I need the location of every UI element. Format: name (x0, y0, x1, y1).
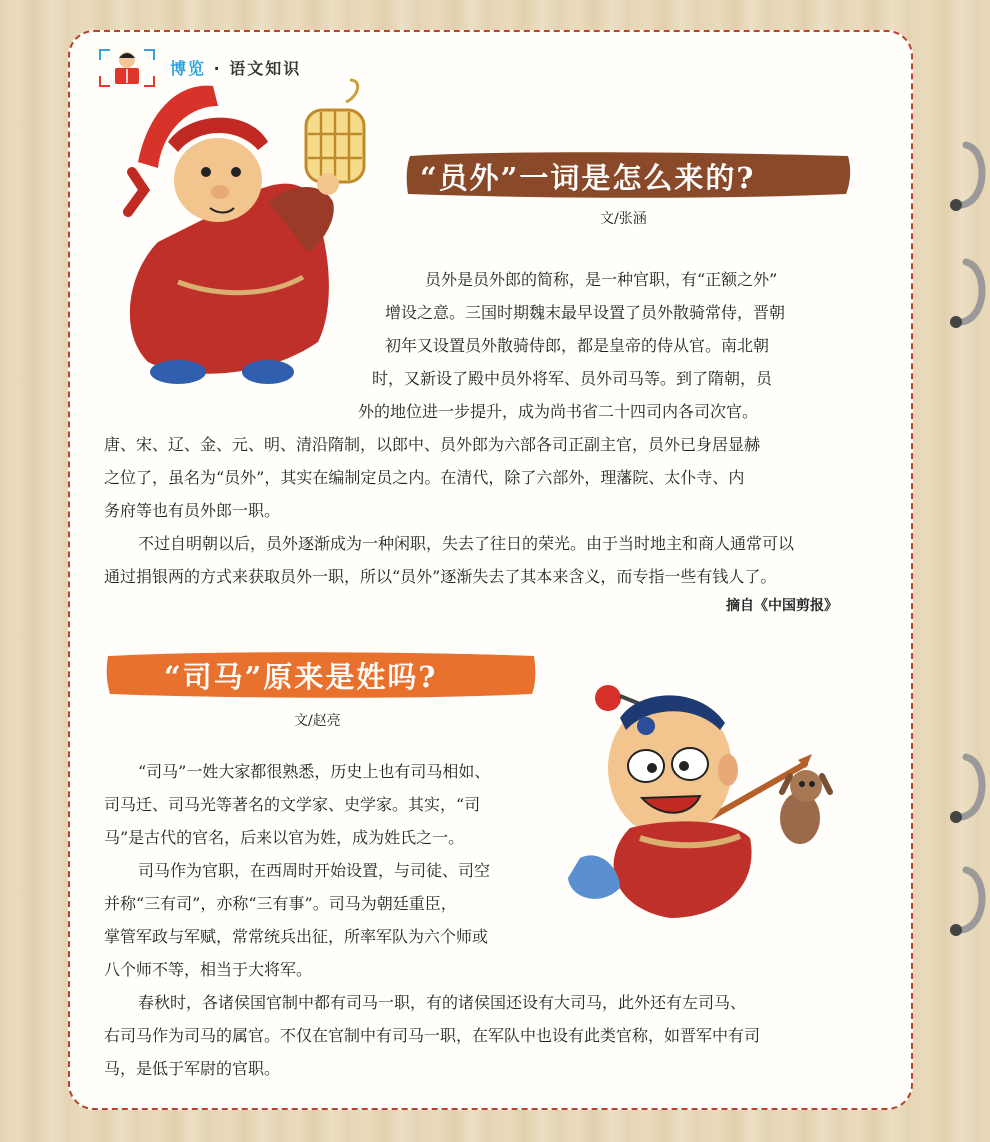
article2-byline: 文/赵亮 (294, 713, 341, 729)
article2-line: 掌管军政与军赋，常常统兵出征，所率军队为六个师或 (104, 927, 489, 946)
article2-title: “司马”原来是姓吗? (164, 660, 438, 694)
article1-line: 初年又设置员外散骑侍郎，都是皇帝的侍从官。南北朝 (385, 336, 770, 355)
article2-line: 右司马作为司马的属官。不仅在官制中有司马一职，在军队中也设有此类官称，如晋军中有司 (104, 1026, 761, 1045)
article2-line: 马，是低于军尉的官职。 (104, 1059, 281, 1078)
article2-line: “司马”一姓大家都很熟悉，历史上也有司马相如、 (138, 762, 491, 781)
article2-line: 八个师不等，相当于大将军。 (104, 960, 313, 979)
article1-line: 增设之意。三国时期魏末最早设置了员外散骑常侍，晋朝 (385, 303, 786, 322)
article1-line: 唐、宋、辽、金、元、明、清沿隋制，以郎中、员外郎为六部各司正副主官，员外已身居显赫 (104, 435, 761, 454)
yuanwai-cartoon-illustration (118, 72, 368, 392)
header-subcategory: 语文知识 (229, 59, 302, 78)
article2-line: 春秋时，各诸侯国官制中都有司马一职，有的诸侯国还设有大司马，此外还有左司马、 (138, 993, 747, 1012)
article2-title-banner (104, 648, 538, 700)
sima-cartoon-illustration (560, 668, 850, 928)
article1-line: 外的地位进一步提升，成为尚书省二十四司内各司次官。 (358, 402, 759, 421)
article1-line: 员外是员外郎的简称，是一种官职，有“正额之外” (425, 270, 778, 289)
article2-line: 司马迁、司马光等著名的文学家、史学家。其实，“司 (104, 795, 481, 814)
article1-title: “员外”一词是怎么来的? (420, 161, 756, 195)
spiral-binding-rings-icon (870, 0, 990, 1142)
header-separator: · (213, 59, 222, 78)
article1-line: 不过自明朝以后，员外逐渐成为一种闲职，失去了往日的荣光。由于当时地主和商人通常可以 (138, 534, 795, 553)
article1-line: 务府等也有员外郎一职。 (104, 501, 281, 520)
article1-line: 之位了，虽名为“员外”，其实在编制定员之内。在清代，除了六部外，理藩院、太仆寺、内 (104, 468, 745, 487)
article1-byline: 文/张涵 (600, 211, 647, 227)
article1-line: 通过捐银两的方式来获取员外一职，所以“员外”逐渐失去了其本来含义，而专指一些有钱人了。 (104, 567, 777, 586)
article2-line: 并称“三有司”，亦称“三有事”。司马为朝廷重臣， (104, 894, 457, 913)
header-category: 博览 (170, 59, 207, 78)
article2-line: 司马作为官职，在西周时开始设置，与司徒、司空 (138, 861, 491, 880)
article1-title-banner (404, 150, 854, 200)
article1-line: 时，又新设了殿中员外将军、员外司马等。到了隋朝，员 (372, 369, 773, 388)
article1-source: 摘自《中国剪报》 (726, 598, 838, 614)
article2-line: 马”是古代的官名，后来以官为姓，成为姓氏之一。 (104, 828, 465, 847)
